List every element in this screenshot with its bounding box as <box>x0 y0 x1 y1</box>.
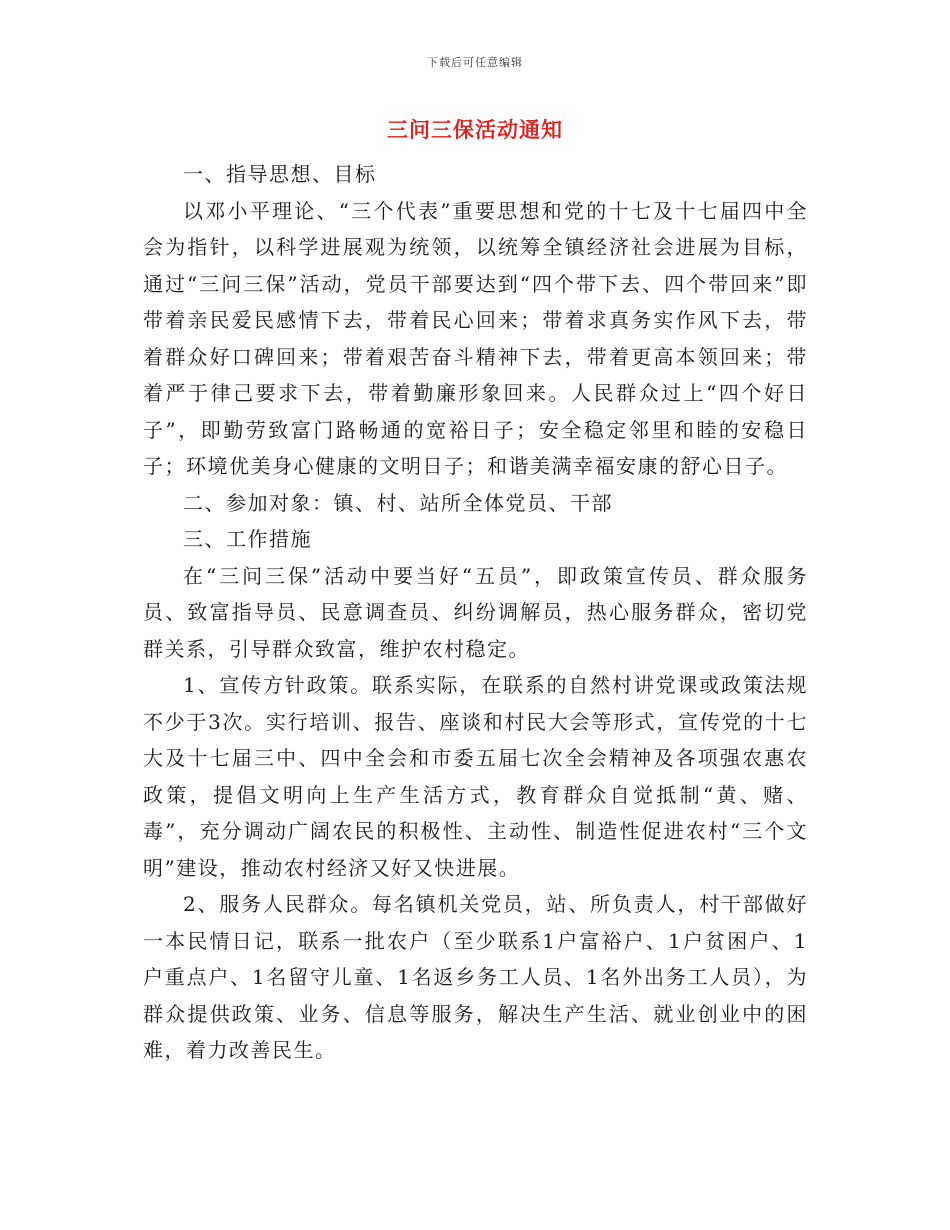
section-heading-measures: 三、工作措施 <box>183 527 312 551</box>
paragraph-item-2: 2、服务人民群众。每名镇机关党员，站、所负责人，村干部做好一本民情日记，联系一批农户（至少联系1户富裕户、1户贫困户、1户重点户、1名留守儿童、1名返乡务工人员、1名外出务工人员），为群众提供政策、业务、信息等服务，解决生产生活、就业创业中的困难，着力改善民生。 <box>143 892 808 1062</box>
page-header: 下载后可任意编辑 <box>427 56 523 69</box>
paragraph-guiding-thought: 以邓小平理论、“三个代表”重要思想和党的十七及十七届四中全会为指针，以科学进展观为统领，以统筹全镇经济社会进展为目标，通过“三问三保”活动，党员干部要达到“四个带下去、四个带回来”即带着亲民爱民感情下去，带着民心回来；带着求真务实作风下去，带着群众好口碑回来；带着艰苦奋斗精神下去，带着更高本领回来；带着严于律己要求下去，带着勤廉形象回来。人民群众过上“四个好日子”，即勤劳致富门路畅通的宽裕日子；安全稳定邻里和睦的安稳日子；环境优美身心健康的文明日子；和谐美满幸福安康的舒心日子。 <box>143 198 808 478</box>
paragraph-item-1: 1、宣传方针政策。联系实际，在联系的自然村讲党课或政策法规不少于3次。实行培训、报告、座谈和村民大会等形式，宣传党的十七大及十七届三中、四中全会和市委五届七次全会精神及各项强农惠农政策，提倡文明向上生产生活方式，教育群众自觉抵制“黄、赌、毒”，充分调动广阔农民的积极性、主动性、制造性促进农村“三个文明”建设，推动农村经济又好又快进展。 <box>143 673 808 880</box>
paragraph-five-roles: 在“三问三保”活动中要当好“五员”，即政策宣传员、群众服务员、致富指导员、民意调查员、纠纷调解员，热心服务群众，密切党群关系，引导群众致富，维护农村稳定。 <box>143 563 808 661</box>
document-body <box>143 156 808 1069</box>
section-heading-participants: 二、参加对象：镇、村、站所全体党员、干部 <box>183 490 613 515</box>
document-title: 三问三保活动通知 <box>387 117 563 142</box>
section-heading-guiding-thought: 一、指导思想、目标 <box>183 162 377 186</box>
